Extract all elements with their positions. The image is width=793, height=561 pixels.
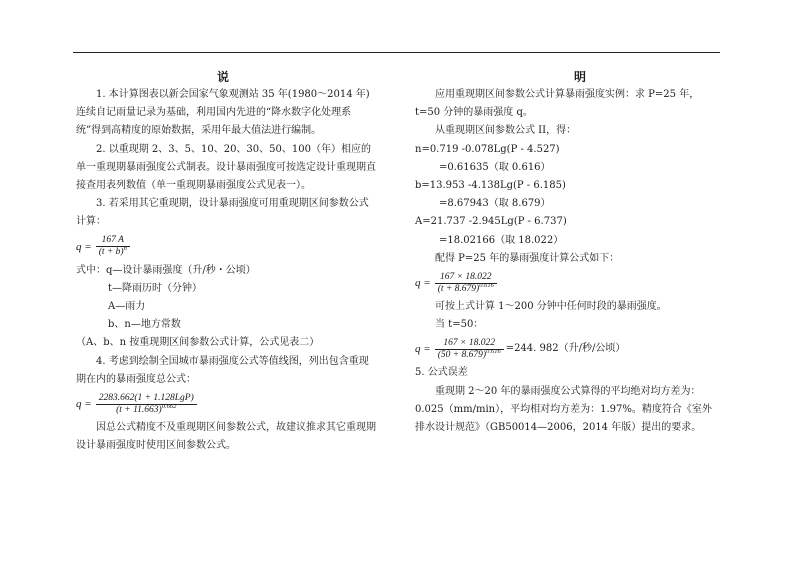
numerator: 167 A: [96, 235, 130, 247]
formula-p25: [415, 268, 718, 298]
legend-bn: b、n—地方常数: [108, 319, 181, 331]
formula-t50: [415, 334, 718, 364]
header-rule: [73, 52, 720, 53]
formula-caption: 配得 P=25 年的暴雨强度计算公式如下：: [435, 252, 620, 264]
formula-note: 可按上式计算 1～200 分钟中任何时段的暴雨强度。: [435, 301, 667, 313]
section-5-heading: 5. 公式误差: [415, 367, 468, 379]
title-left: 说: [217, 70, 230, 84]
denominator: $(50 + 8.679)^{0.616}$: [437, 347, 501, 360]
numerator: 2283.662(1 + 1.128LgP): [96, 393, 197, 405]
paragraph-4: 4. 考虑到绘制全国城市暴雨强度公式等值线图，列出包含重现期在内的暴雨强度总公式：: [76, 355, 369, 385]
formula-lhs: q =: [76, 397, 92, 410]
paragraph-5: 因总公式精度不及重现期区间参数公式，故建议推求其它重现期设计暴雨强度时使用区间参数公式。: [76, 422, 376, 452]
numerator: 167 × 18.022: [435, 272, 497, 284]
calc-b-result: =8.67943（取 8.679）: [439, 198, 551, 210]
example-step: 从重现期区间参数公式 II，得：: [435, 125, 577, 137]
legend-q: 式中：q—设计暴雨强度（升/秒・公顷）: [76, 264, 256, 276]
calc-n: n=0.719 -0.078Lg(P - 4.527): [415, 143, 560, 155]
numerator: 167 × 18.022: [435, 338, 504, 350]
formula-lhs: q =: [415, 343, 431, 356]
fraction: [96, 393, 197, 416]
paragraph-2: 2. 以重现期 2、3、5、10、20、30、50、100（年）相应的单一重现期暴雨强度公式制表。设计暴雨强度可按选定设计重现期直接查用表列数值（单一重现期暴雨强度公式见表一）。: [76, 143, 376, 192]
denominator: $(t + 8.679)^{0.616}$: [437, 281, 494, 294]
fraction: [96, 235, 130, 258]
legend-note: （A、b、n 按重现期区间参数公式计算，公式见表二）: [76, 337, 320, 349]
legend-a: A—雨力: [108, 301, 146, 313]
calc-n-result: =0.61635（取 0.616）: [439, 161, 551, 173]
formula-result: =244. 982（升/秒/公顷）: [505, 343, 626, 355]
calc-a: A=21.737 -2.945Lg(P - 6.737): [415, 216, 567, 228]
formula-lhs: q =: [415, 276, 431, 289]
section-5-body: 重现期 2～20 年的暴雨强度公式算得的平均绝对均方差为：0.025（mm/min），平均相对均方差为：1.97%。精度符合《室外排水设计规范》（GB50014—2006，2014 年版）提出的要求。: [415, 385, 712, 434]
fraction: [435, 338, 504, 361]
fraction: [435, 272, 497, 295]
paragraph-3: 3. 若采用其它重现期，设计暴雨强度可用重现期区间参数公式计算：: [76, 198, 369, 228]
denominator: $(t + b)^n$: [98, 244, 127, 258]
calc-b: b=13.953 -4.138Lg(P - 6.185): [415, 180, 566, 192]
left-column: [76, 86, 376, 455]
example-intro: 应用重现期区间参数公式计算暴雨强度实例：求 P=25 年，t=50 分钟的暴雨强度 q。: [415, 89, 700, 119]
title-right: 明: [574, 70, 587, 84]
paragraph-1: 1. 本计算图表以新会国家气象观测站 35 年(1980～2014 年) 连续自记雨量记录为基础，利用国内先进的“降水数字化处理系统”得到高精度的原始数据，采用年最大值法进行编制。: [76, 89, 370, 137]
calc-a-result: =18.02166（取 18.022）: [439, 234, 564, 246]
denominator: $(t + 11.663)^{0.662}$: [116, 402, 177, 415]
legend-t: t—降雨历时（分钟）: [108, 282, 203, 294]
condition: 当 t=50：: [435, 319, 484, 331]
formula-total: [76, 389, 376, 419]
right-column: [415, 86, 718, 437]
formula-lhs: q =: [76, 240, 92, 253]
formula-interval: [76, 232, 376, 262]
